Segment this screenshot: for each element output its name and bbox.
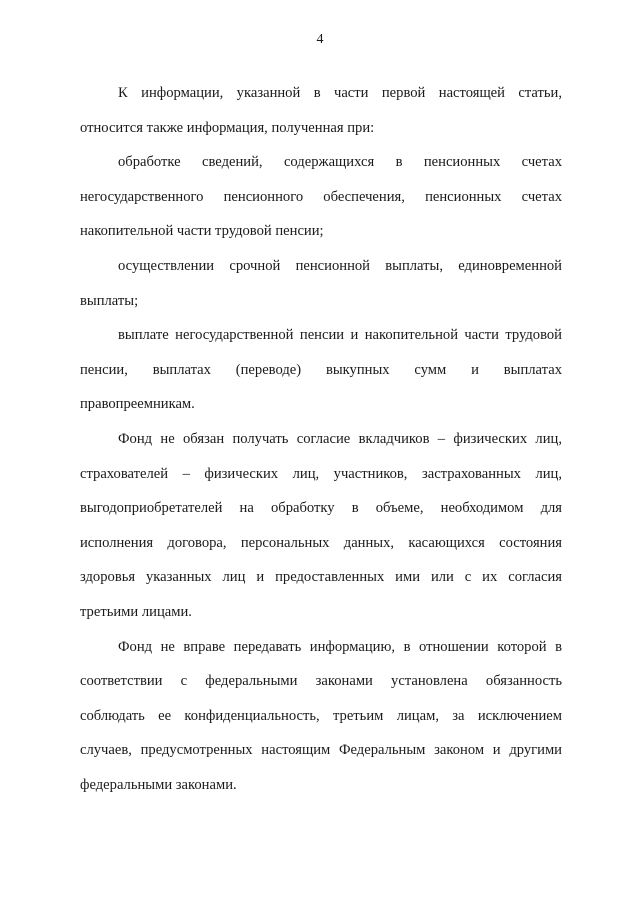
paragraph bbox=[80, 318, 562, 422]
text-line: негосударственного пенсионного обеспечения, пенсионных счетах bbox=[80, 188, 562, 205]
text-line: федеральными законами. bbox=[80, 776, 237, 793]
text-line: исполнения договора, персональных данных, касающихся состояния bbox=[80, 534, 562, 551]
paragraph bbox=[80, 145, 562, 249]
text-line: осуществлении срочной пенсионной выплаты, единовременной bbox=[118, 257, 562, 274]
text-line: страхователей – физических лиц, участников, застрахованных лиц, bbox=[80, 465, 562, 482]
document-body bbox=[80, 76, 562, 802]
text-line: здоровья указанных лиц и предоставленных ими или с их согласия bbox=[80, 569, 562, 586]
text-line: обработке сведений, содержащихся в пенсионных счетах bbox=[118, 154, 562, 171]
paragraph bbox=[80, 630, 562, 803]
paragraph bbox=[80, 76, 562, 145]
text-line: относится также информация, полученная при: bbox=[80, 119, 375, 136]
text-line: выплаты; bbox=[80, 292, 139, 309]
text-line: пенсии, выплатах (переводе) выкупных сумм и выплатах bbox=[80, 361, 562, 378]
page-number: 4 bbox=[316, 32, 324, 47]
text-line: соответствии с федеральными законами установлена обязанность bbox=[80, 673, 562, 690]
text-line: К информации, указанной в части первой настоящей статьи, bbox=[118, 85, 562, 101]
paragraph bbox=[80, 249, 562, 318]
text-line: третьими лицами. bbox=[80, 603, 192, 620]
text-line: Фонд не обязан получать согласие вкладчиков – физических лиц, bbox=[118, 430, 562, 447]
paragraph bbox=[80, 422, 562, 630]
text-line: выплате негосударственной пенсии и накопительной части трудовой bbox=[118, 327, 562, 344]
text-line: соблюдать ее конфиденциальность, третьим лицам, за исключением bbox=[80, 707, 562, 724]
text-line: случаев, предусмотренных настоящим Федеральным законом и другими bbox=[80, 742, 562, 759]
text-line: накопительной части трудовой пенсии; bbox=[80, 223, 324, 240]
text-line: правопреемникам. bbox=[80, 396, 195, 413]
text-line: Фонд не вправе передавать информацию, в отношении которой в bbox=[118, 638, 562, 655]
text-line: выгодоприобретателей на обработку в объеме, необходимом для bbox=[80, 500, 562, 517]
